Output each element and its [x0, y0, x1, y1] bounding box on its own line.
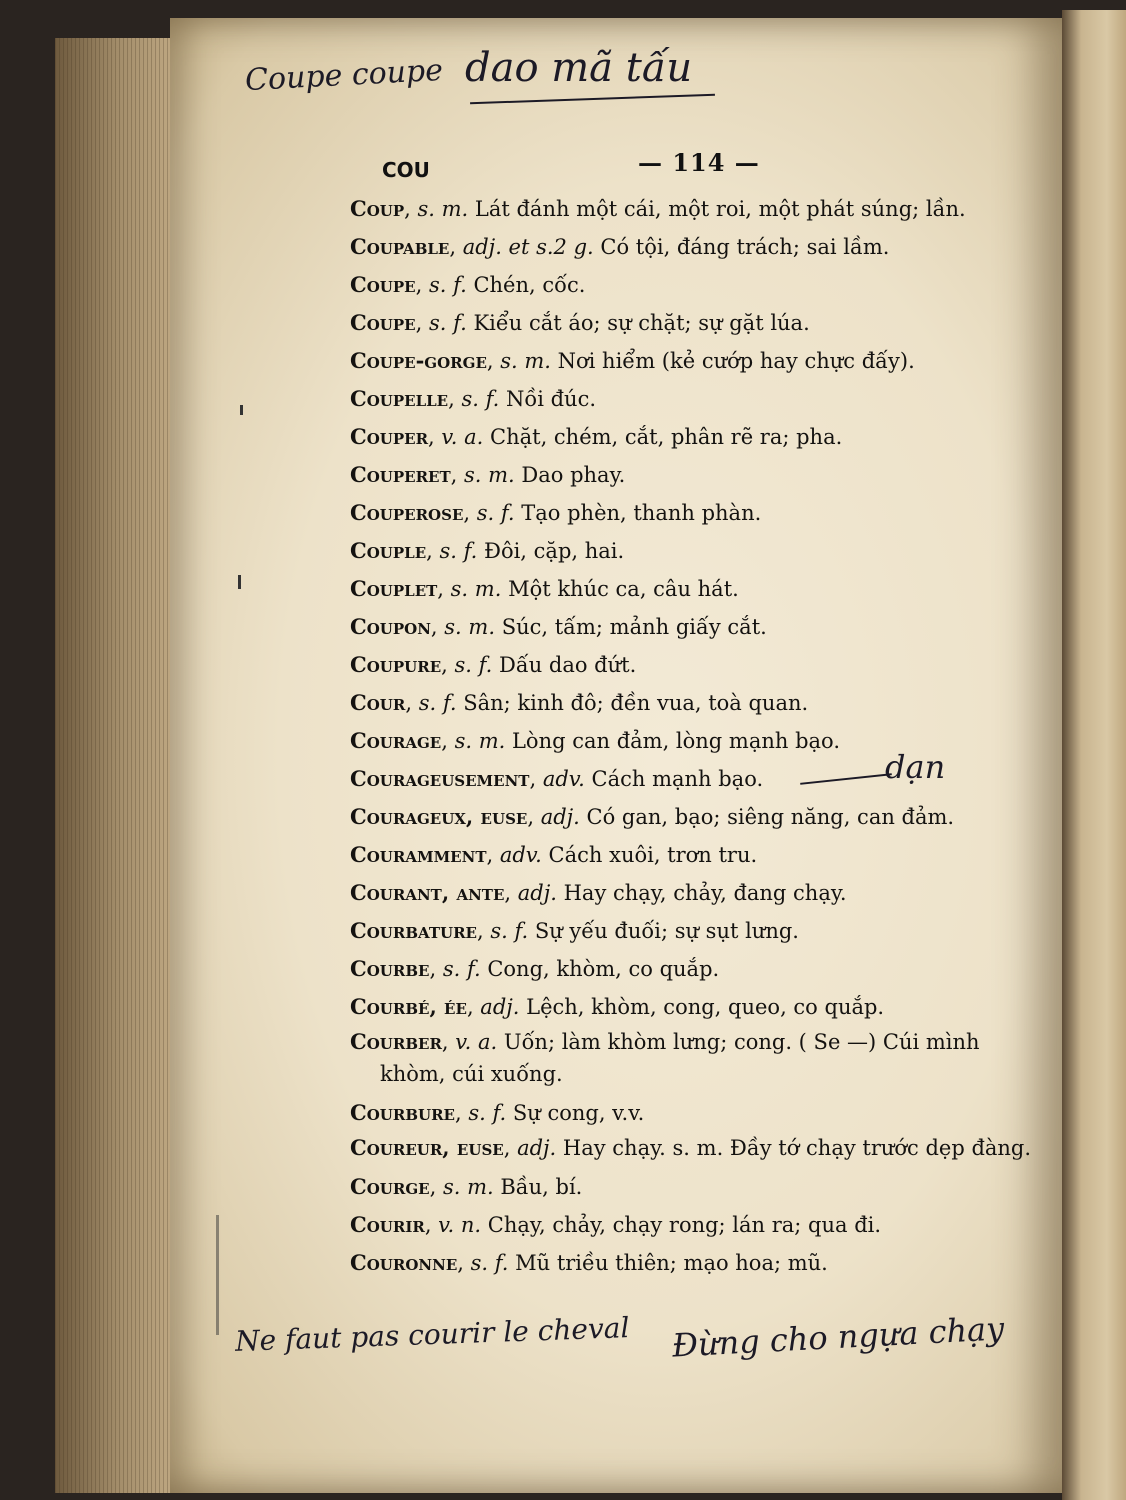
entry-definition: Chén, cốc. — [473, 273, 586, 297]
dictionary-entry: Coupelle, s. f. Nồi đúc. — [350, 386, 597, 411]
dictionary-entry: Courbé, ée, adj. Lệch, khòm, cong, queo, co quắp. — [350, 994, 885, 1019]
dictionary-entry: Couple, s. f. Đôi, cặp, hai. — [350, 538, 625, 563]
entry-definition: Cách mạnh bạo. — [591, 767, 764, 791]
entry-definition: Kiểu cắt áo; sự chặt; sự gặt lúa. — [473, 311, 810, 335]
entry-grammar: adj. — [517, 1136, 557, 1160]
entry-grammar: adj. — [540, 805, 580, 829]
dictionary-entry: Coupable, adj. et s.2 g. Có tội, đáng trách; sai lầm. — [350, 234, 890, 259]
entry-word: Coupe-gorge — [350, 348, 487, 373]
entry-definition: Sự yếu đuối; sự sụt lưng. — [534, 919, 799, 943]
entry-word: Couple — [350, 538, 427, 563]
entry-word: Couronne — [350, 1250, 458, 1275]
entry-definition: Bầu, bí. — [500, 1175, 583, 1199]
dictionary-entry: Coureur, euse, adj. Hay chạy. s. m. Đầy tớ chạy trước dẹp đàng. — [350, 1135, 1032, 1160]
entry-word: Couperet — [350, 462, 451, 487]
entry-definition: Hay chạy, chảy, đang chạy. — [563, 881, 847, 905]
entry-word: Courant, ante — [350, 880, 505, 905]
entry-word: Courbure — [350, 1100, 455, 1125]
handwritten-note-top-french: Coupe coupe — [244, 52, 444, 99]
entry-grammar: adj. — [480, 995, 520, 1019]
entry-word: Coupable — [350, 234, 450, 259]
entry-grammar: v. n. — [438, 1213, 482, 1237]
entry-definition: Tạo phèn, thanh phàn. — [521, 501, 762, 525]
entry-grammar: adj. — [517, 881, 557, 905]
dictionary-entry: Courbe, s. f. Cong, khòm, co quắp. — [350, 956, 720, 981]
entry-word: Coupon — [350, 614, 431, 639]
dictionary-entry: Couperose, s. f. Tạo phèn, thanh phàn. — [350, 500, 762, 525]
entry-word: Courbé, ée — [350, 994, 467, 1019]
entry-word: Coupe — [350, 310, 416, 335]
margin-stamp-mark — [216, 1215, 219, 1335]
entry-definition: Súc, tấm; mảnh giấy cắt. — [501, 615, 767, 639]
entry-definition: Cong, khòm, co quắp. — [487, 957, 720, 981]
entry-definition: Chạy, chảy, chạy rong; lán ra; qua đi. — [487, 1213, 882, 1237]
entry-word: Courge — [350, 1174, 430, 1199]
dictionary-entry: Couronne, s. f. Mũ triều thiên; mạo hoa; mũ. — [350, 1250, 828, 1275]
dictionary-entry: Courbure, s. f. Sự cong, v.v. — [350, 1100, 645, 1125]
dictionary-entry: Coupon, s. m. Súc, tấm; mảnh giấy cắt. — [350, 614, 767, 639]
entry-word: Coupe — [350, 272, 416, 297]
handwritten-note-top-vietnamese: dao mã tấu — [465, 45, 693, 91]
entry-grammar: adv. — [542, 767, 585, 791]
entry-grammar: s. f. — [461, 387, 500, 411]
entry-grammar: s. f. — [418, 691, 457, 715]
entry-definition: Lòng can đảm, lòng mạnh bạo. — [511, 729, 840, 753]
dictionary-entry: Courageusement, adv. Cách mạnh bạo. — [350, 766, 764, 791]
entry-grammar: s. f. — [468, 1101, 507, 1125]
entry-definition: Nơi hiểm (kẻ cướp hay chực đấy). — [557, 349, 915, 373]
entry-grammar: v. a. — [455, 1030, 498, 1054]
entry-word: Couper — [350, 424, 429, 449]
entry-word: Coup — [350, 196, 405, 221]
entry-word: Courage — [350, 728, 442, 753]
entry-word: Courageux, euse — [350, 804, 528, 829]
handwritten-note-bottom-french: Ne faut pas courir le cheval — [234, 1311, 630, 1358]
entry-definition: Có gan, bạo; siêng năng, can đảm. — [586, 805, 955, 829]
entry-definition: Lệch, khòm, cong, queo, co quắp. — [526, 995, 885, 1019]
dictionary-entry: Courant, ante, adj. Hay chạy, chảy, đang chạy. — [350, 880, 847, 905]
entry-grammar: s. m. — [417, 197, 469, 221]
entry-grammar: s. f. — [439, 539, 478, 563]
entry-grammar: s. m. — [450, 577, 502, 601]
dictionary-entry: Couramment, adv. Cách xuôi, trơn tru. — [350, 842, 758, 867]
handwritten-note-bottom-vietnamese: Đừng cho ngựa chạy — [671, 1309, 1006, 1365]
entry-definition: Chặt, chém, cắt, phân rẽ ra; pha. — [490, 425, 843, 449]
entry-word: Courber — [350, 1029, 442, 1054]
entry-definition: Uốn; làm khòm lưng; cong. ( Se —) Cúi mình khòm, cúi xuống. — [380, 1030, 980, 1086]
dictionary-entries — [350, 190, 1040, 1282]
entry-grammar: s. m. — [464, 463, 515, 487]
dictionary-entry: Couperet, s. m. Dao phay. — [350, 462, 626, 487]
dictionary-entry: Coupe, s. f. Kiểu cắt áo; sự chặt; sự gặt lúa. — [350, 310, 810, 335]
dictionary-entry: Courageux, euse, adj. Có gan, bạo; siêng năng, can đảm. — [350, 804, 955, 829]
entry-word: Courbe — [350, 956, 430, 981]
dictionary-entry: Coupe-gorge, s. m. Nơi hiểm (kẻ cướp hay chực đấy). — [350, 348, 915, 373]
dictionary-entry: Couplet, s. m. Một khúc ca, câu hát. — [350, 576, 739, 601]
entry-grammar: s. f. — [470, 1251, 509, 1275]
dictionary-entry: Courbature, s. f. Sự yếu đuối; sự sụt lưng. — [350, 918, 799, 943]
entry-grammar: s. m. — [444, 615, 495, 639]
dictionary-entry: Courir, v. n. Chạy, chảy, chạy rong; lán ra; qua đi. — [350, 1212, 882, 1237]
entry-grammar: s. f. — [490, 919, 529, 943]
entry-word: Coupelle — [350, 386, 449, 411]
entry-grammar: s. f. — [476, 501, 515, 525]
entry-definition: Sân; kinh đô; đền vua, toà quan. — [463, 691, 809, 715]
dictionary-entry: Courage, s. m. Lòng can đảm, lòng mạnh bạo. — [350, 728, 840, 753]
dictionary-entry: Coupure, s. f. Dấu dao đứt. — [350, 652, 637, 677]
entry-definition: Dao phay. — [521, 463, 626, 487]
entry-word: Cour — [350, 690, 406, 715]
entry-grammar: s. f. — [428, 311, 467, 335]
entry-definition: Lát đánh một cái, một roi, một phát súng; lần. — [474, 197, 966, 221]
margin-mark — [238, 575, 241, 589]
entry-definition: Hay chạy. s. m. Đầy tớ chạy trước dẹp đàng. — [562, 1136, 1032, 1160]
entry-word: Coureur, euse — [350, 1135, 504, 1160]
dictionary-entry: Cour, s. f. Sân; kinh đô; đền vua, toà quan. — [350, 690, 809, 715]
entry-grammar: adj. et s.2 g. — [462, 235, 594, 259]
entry-grammar: s. f. — [428, 273, 467, 297]
entry-word: Courir — [350, 1212, 425, 1237]
entry-definition: Một khúc ca, câu hát. — [508, 577, 739, 601]
entry-grammar: s. f. — [442, 957, 481, 981]
entry-grammar: adv. — [499, 843, 542, 867]
running-head: COU — [382, 158, 430, 182]
entry-word: Couperose — [350, 500, 464, 525]
entry-definition: Có tội, đáng trách; sai lầm. — [600, 235, 890, 259]
entry-grammar: s. m. — [454, 729, 506, 753]
margin-mark — [240, 405, 243, 415]
facing-page-edge — [1062, 10, 1126, 1500]
entry-grammar: s. m. — [500, 349, 551, 373]
entry-word: Couplet — [350, 576, 438, 601]
entry-grammar: s. f. — [454, 653, 493, 677]
entry-grammar: v. a. — [441, 425, 484, 449]
entry-definition: Nồi đúc. — [505, 387, 597, 411]
entry-definition: Mũ triều thiên; mạo hoa; mũ. — [515, 1251, 828, 1275]
dictionary-entry: Coupe, s. f. Chén, cốc. — [350, 272, 586, 297]
handwritten-margin-note: dạn — [885, 748, 946, 786]
page-number: — 114 — — [638, 148, 760, 177]
dictionary-entry: Courber, v. a. Uốn; làm khòm lưng; cong. ( Se —) Cúi mình khòm, cúi xuống. — [350, 1029, 980, 1086]
entry-definition: Dấu dao đứt. — [499, 653, 637, 677]
entry-word: Courbature — [350, 918, 477, 943]
dictionary-entry: Couper, v. a. Chặt, chém, cắt, phân rẽ ra; pha. — [350, 424, 843, 449]
entry-definition: Đôi, cặp, hai. — [484, 539, 625, 563]
entry-word: Courageusement — [350, 766, 530, 791]
entry-definition: Sự cong, v.v. — [512, 1101, 645, 1125]
entry-grammar: s. m. — [442, 1175, 494, 1199]
entry-definition: Cách xuôi, trơn tru. — [548, 843, 758, 867]
entry-word: Coupure — [350, 652, 442, 677]
dictionary-entry: Courge, s. m. Bầu, bí. — [350, 1174, 583, 1199]
dictionary-entry: Coup, s. m. Lát đánh một cái, một roi, một phát súng; lần. — [350, 196, 966, 221]
entry-word: Couramment — [350, 842, 487, 867]
